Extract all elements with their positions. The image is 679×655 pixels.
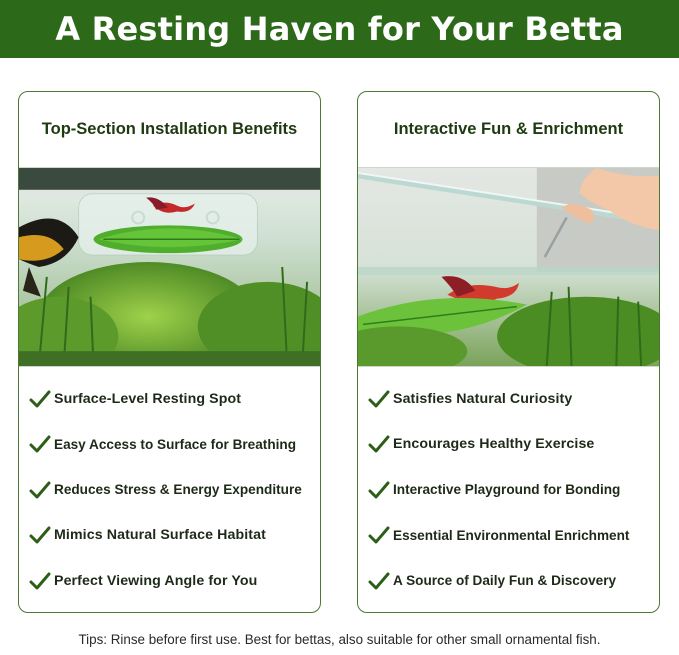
list-item [19,558,320,604]
checkmark-icon [29,389,51,409]
benefit-text: Reduces Stress & Energy Expenditure [54,482,302,498]
card-title: Top-Section Installation Benefits [41,120,298,138]
benefit-text: Encourages Healthy Exercise [393,436,595,453]
benefits-list [358,376,659,604]
feeding-photo-illustration [358,168,659,366]
checkmark-icon [368,525,390,545]
hand-feeding-betta-photo [358,167,659,367]
checkmark-icon [368,389,390,409]
checkmark-icon [368,571,390,591]
benefits-list [19,376,320,604]
benefit-text: Surface-Level Resting Spot [54,390,242,407]
header-banner [0,0,679,58]
checkmark-icon [29,434,51,454]
benefit-text: Perfect Viewing Angle for You [54,572,258,589]
page-title: A Resting Haven for Your Betta [55,10,624,48]
list-item [19,467,320,513]
benefit-text: A Source of Daily Fun & Discovery [393,573,617,589]
list-item [358,422,659,468]
list-item [358,558,659,604]
benefit-text: Mimics Natural Surface Habitat [54,527,266,544]
benefit-text: Interactive Playground for Bonding [393,482,621,498]
benefit-text: Essential Environmental Enrichment [393,527,630,543]
checkmark-icon [29,571,51,591]
aquarium-photo-illustration [19,168,320,366]
list-item [19,376,320,422]
list-item [19,422,320,468]
benefit-text: Satisfies Natural Curiosity [393,390,573,407]
benefits-card-top-section [18,91,321,613]
checkmark-icon [368,480,390,500]
usage-tips: Tips: Rinse before first use. Best for bettas, also suitable for other small ornamental fish. [78,632,601,647]
checkmark-icon [29,525,51,545]
list-item [358,467,659,513]
benefits-card-interactive-fun [357,91,660,613]
benefit-text: Easy Access to Surface for Breathing [54,436,297,452]
checkmark-icon [368,434,390,454]
card-title: Interactive Fun & Enrichment [393,120,624,138]
list-item [358,376,659,422]
list-item [19,513,320,559]
betta-resting-on-leaf-photo [19,167,320,367]
list-item [358,513,659,559]
checkmark-icon [29,480,51,500]
